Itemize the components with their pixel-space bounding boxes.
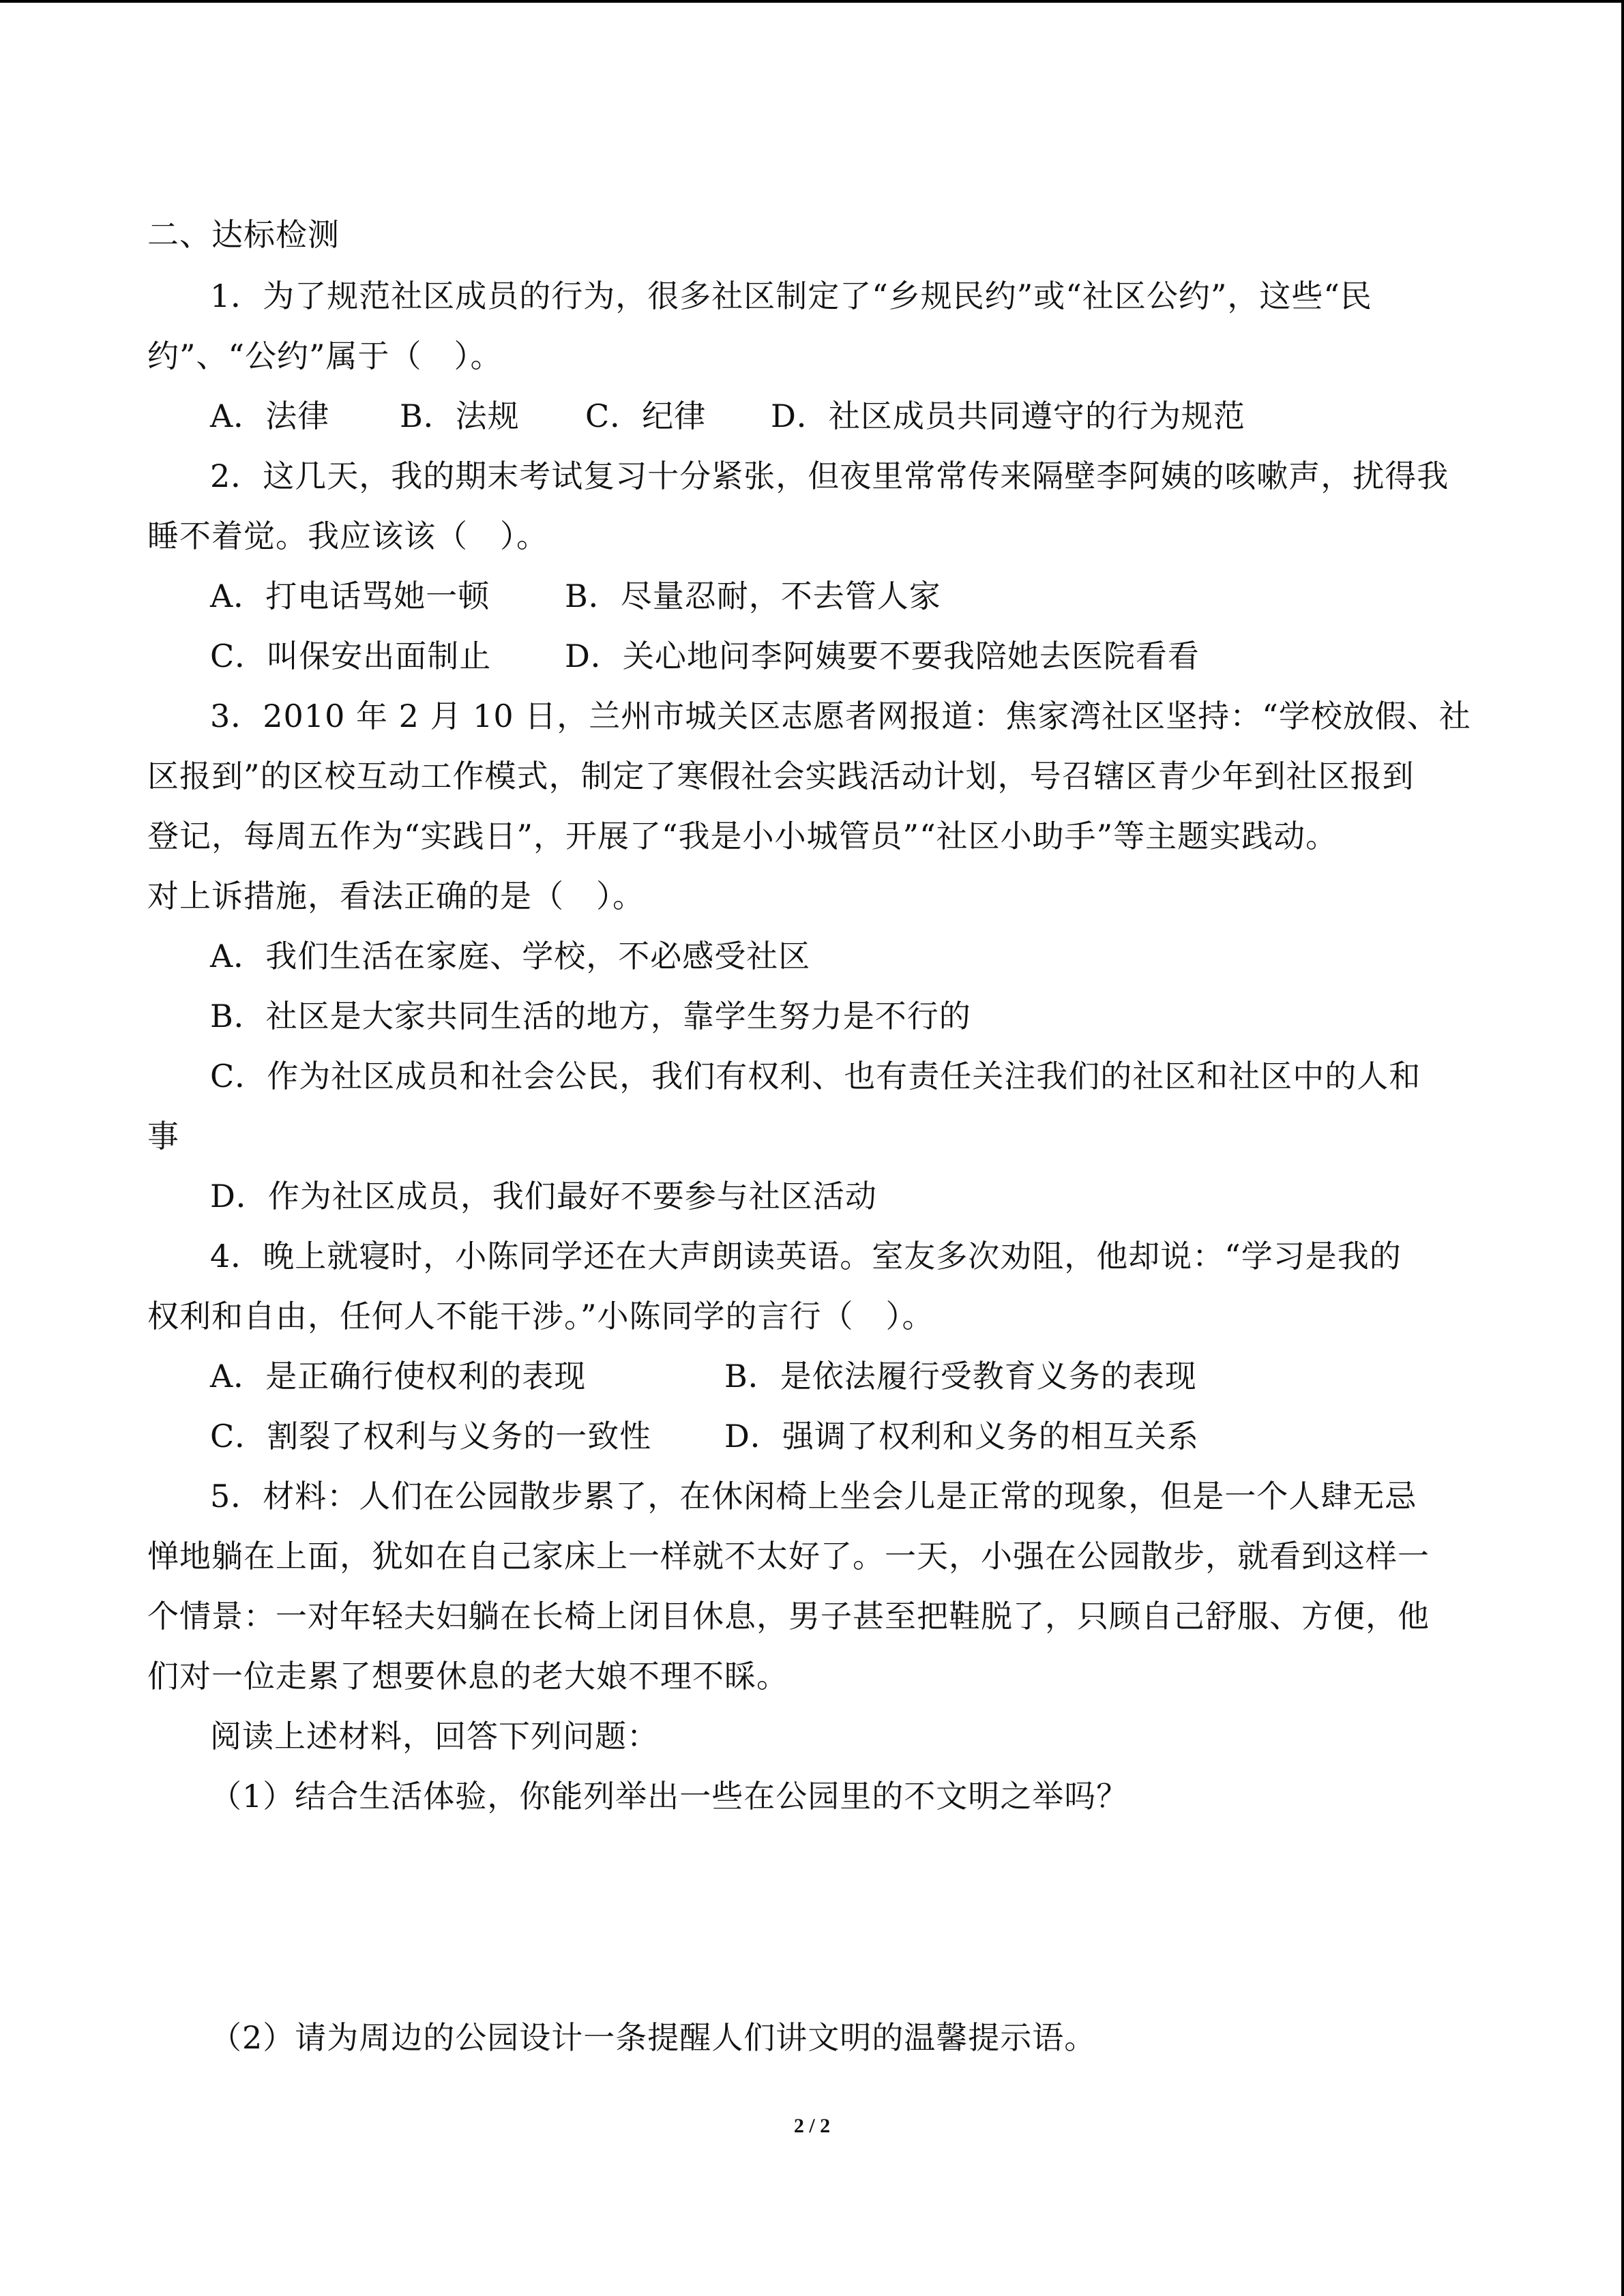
q5-line-4: 们对一位走累了想要休息的老大娘不理不睬。 (147, 1658, 788, 1695)
section-title: 二、达标检测 (147, 216, 340, 253)
q2-option-c: C．叫保安出面制止 (210, 638, 492, 674)
q1-line-2: 约”、“公约”属于（ ）。 (147, 338, 503, 374)
q2-option-b: B．尽量忍耐，不去管人家 (565, 578, 941, 614)
q1-option-b: B．法规 (400, 398, 520, 434)
q4-option-c: C．割裂了权利与义务的一致性 (210, 1418, 652, 1455)
q1-line-1: 1．为了规范社区成员的行为，很多社区制定了“乡规民约”或“社区公约”，这些“民 (210, 278, 1372, 314)
q2-line-2: 睡不着觉。我应该该（ ）。 (147, 518, 548, 554)
q3-line-1: 3．2010 年 2 月 10 日，兰州市城关区志愿者网报道：焦家湾社区坚持：“学校放假、社 (210, 698, 1471, 734)
q1-option-c: C．纪律 (585, 398, 707, 434)
q2-option-d: D．关心地问李阿姨要不要我陪她去医院看看 (565, 638, 1200, 674)
q3-line-3: 登记，每周五作为“实践日”，开展了“我是小小城管员”“社区小助手”等主题实践动。 (147, 818, 1338, 854)
q3-option-c-continued: 事 (147, 1118, 179, 1154)
q1-option-d: D．社区成员共同遵守的行为规范 (771, 398, 1245, 434)
q5-line-1: 5．材料：人们在公园散步累了，在休闲椅上坐会儿是正常的现象，但是一个人肆无忌 (210, 1478, 1417, 1515)
q3-option-a: A．我们生活在家庭、学校，不必感受社区 (210, 938, 811, 974)
q4-option-b: B．是依法履行受教育义务的表现 (724, 1358, 1197, 1395)
q3-option-d: D．作为社区成员，我们最好不要参与社区活动 (210, 1178, 877, 1214)
q3-option-c: C．作为社区成员和社会公民，我们有权利、也有责任关注我们的社区和社区中的人和 (210, 1058, 1421, 1094)
q4-option-d: D．强调了权利和义务的相互关系 (724, 1418, 1199, 1455)
q4-line-1: 4．晚上就寝时，小陈同学还在大声朗读英语。室友多次劝阻，他却说：“学习是我的 (210, 1238, 1402, 1274)
q2-line-1: 2．这几天，我的期末考试复习十分紧张，但夜里常常传来隔壁李阿姨的咳嗽声，扰得我 (210, 458, 1449, 494)
q3-option-b: B．社区是大家共同生活的地方，靠学生努力是不行的 (210, 998, 971, 1034)
q5-prompt: 阅读上述材料，回答下列问题： (210, 1718, 659, 1755)
q4-option-a: A．是正确行使权利的表现 (210, 1358, 587, 1395)
page-number: 2 / 2 (793, 2115, 831, 2137)
q2-option-a: A．打电话骂她一顿 (210, 578, 490, 614)
q1-option-a: A．法律 (210, 398, 330, 434)
q3-line-4: 对上诉措施，看法正确的是（ ）。 (147, 878, 645, 914)
q4-line-2: 权利和自由，任何人不能干涉。”小陈同学的言行（ ）。 (147, 1298, 934, 1335)
q5-sub-question-2: （2）请为周边的公园设计一条提醒人们讲文明的温馨提示语。 (210, 2019, 1097, 2056)
q5-sub-question-1: （1）结合生活体验，你能列举出一些在公园里的不文明之举吗？ (210, 1778, 1129, 1815)
q5-line-3: 个情景：一对年轻夫妇躺在长椅上闭目休息，男子甚至把鞋脱了，只顾自己舒服、方便，他 (147, 1598, 1430, 1635)
q5-line-2: 惮地躺在上面，犹如在自己家床上一样就不太好了。一天，小强在公园散步，就看到这样一 (147, 1538, 1430, 1575)
q3-line-2: 区报到”的区校互动工作模式，制定了寒假社会实践活动计划，号召辖区青少年到社区报到 (147, 758, 1415, 794)
